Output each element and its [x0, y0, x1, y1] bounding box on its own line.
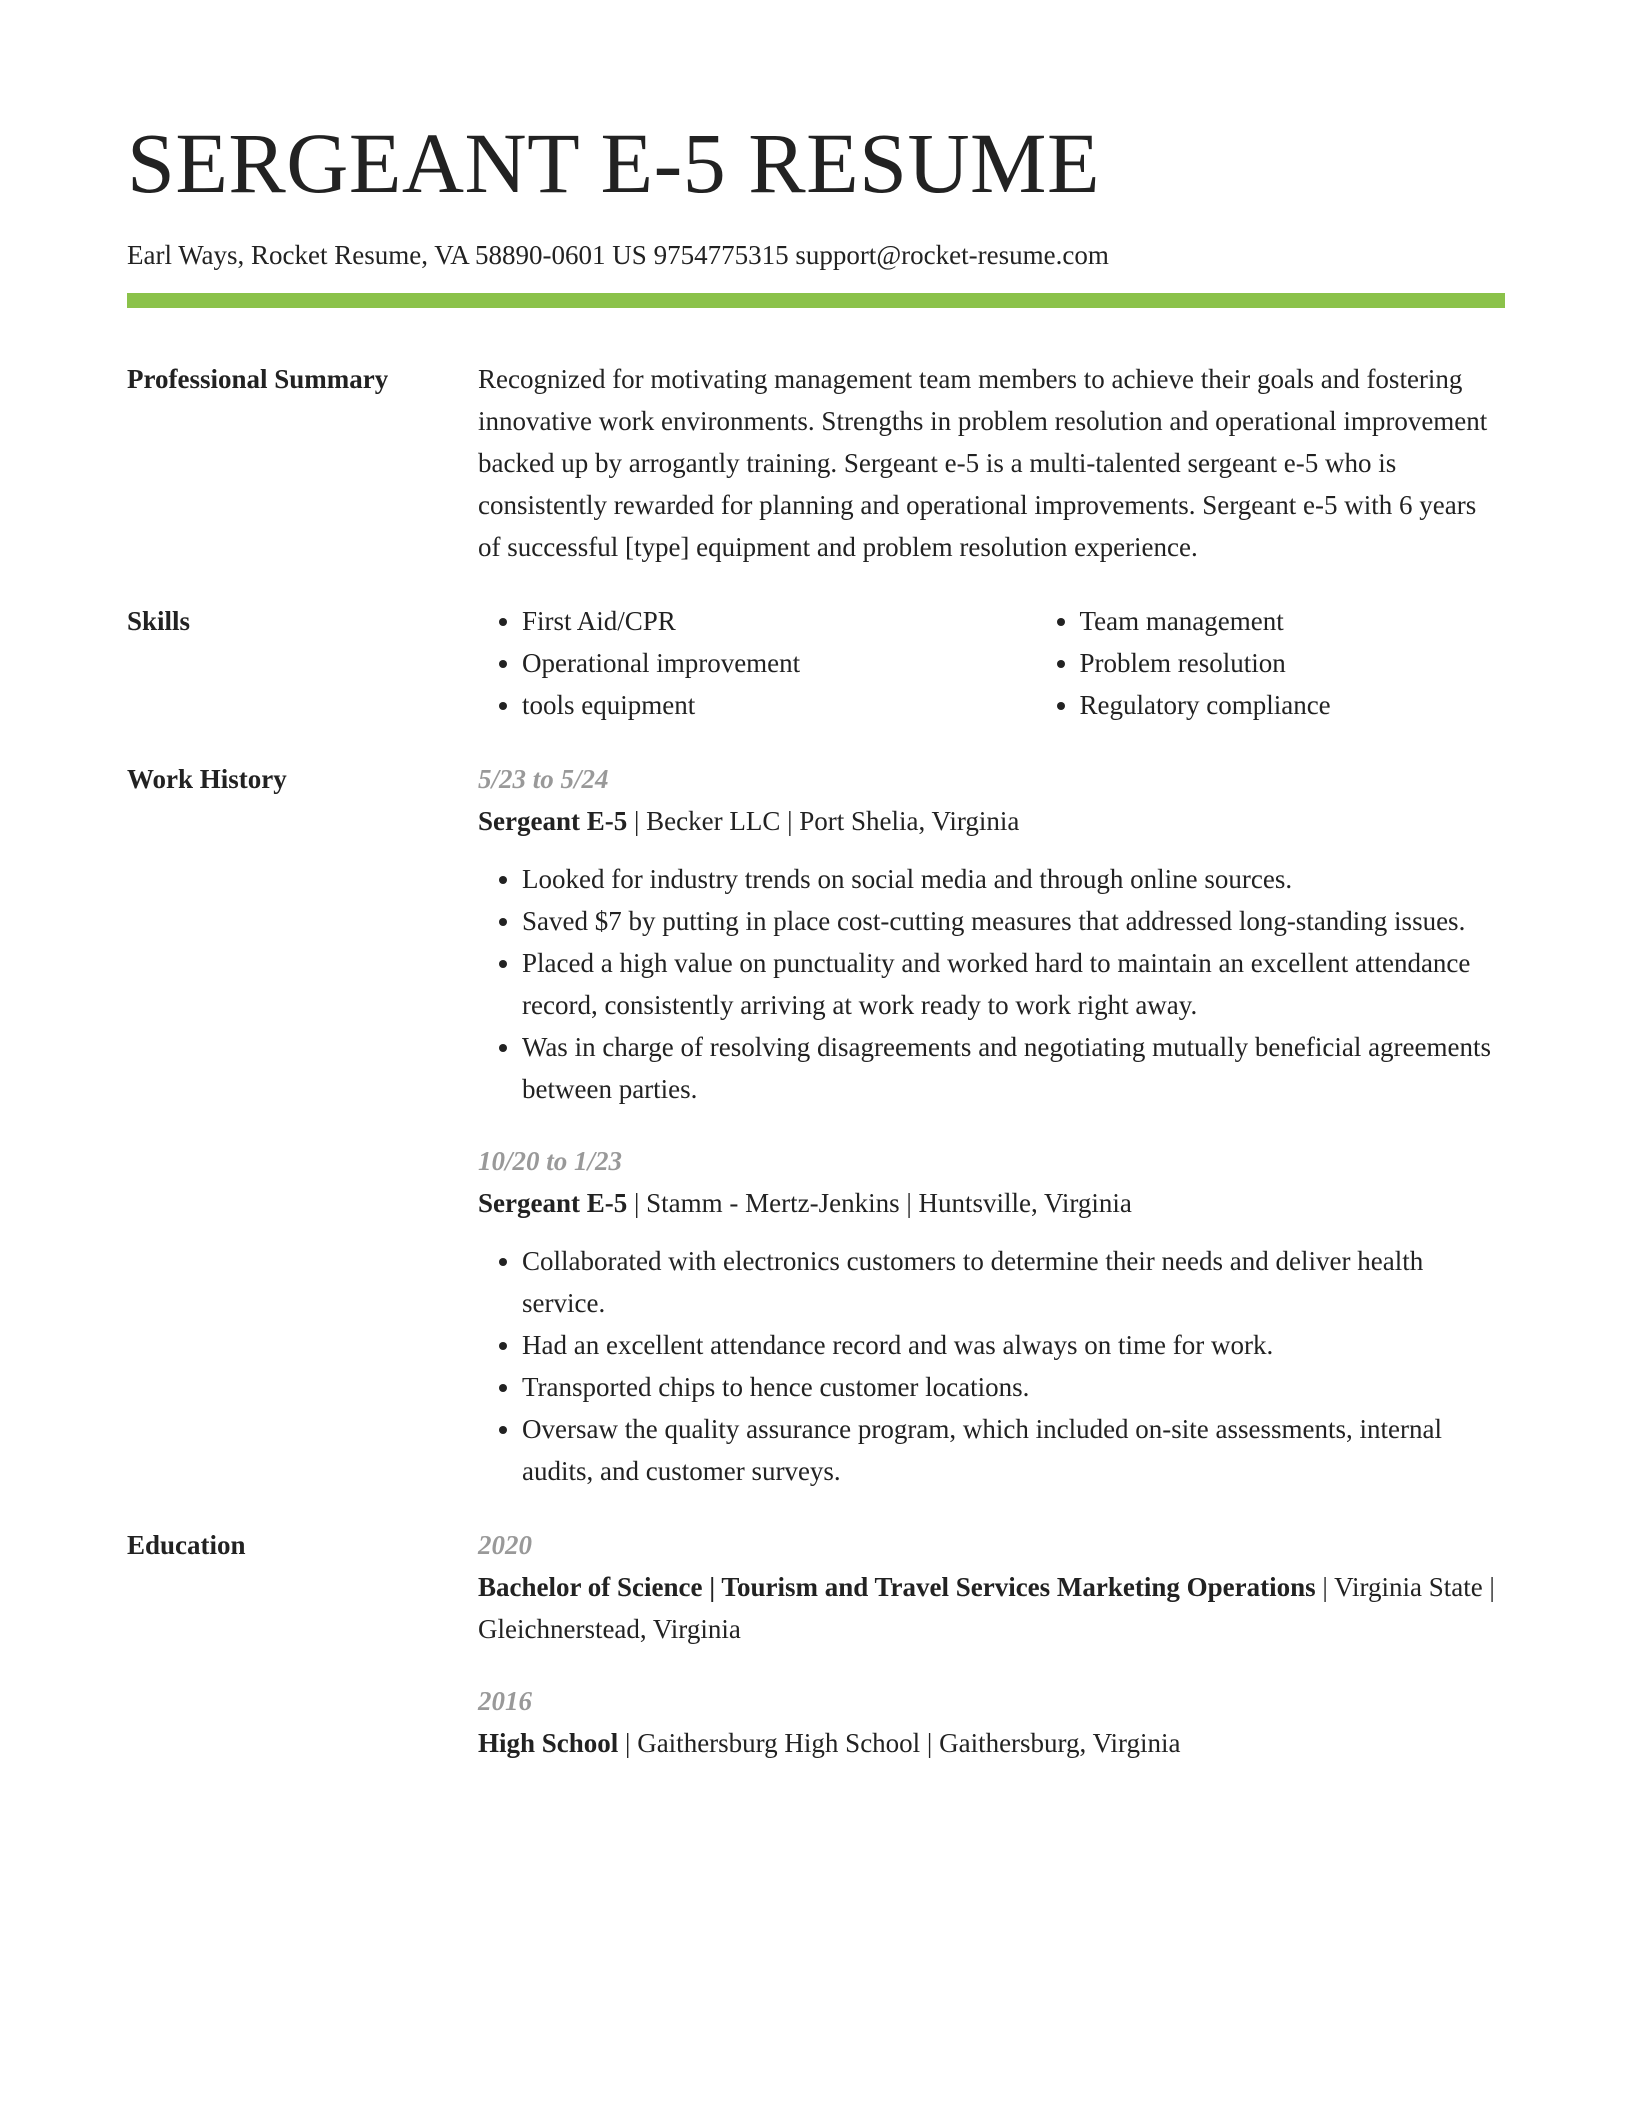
education-entry — [478, 1524, 1505, 1650]
skill-item: • Operational improvement — [522, 642, 1036, 684]
education-body — [478, 1524, 1505, 1764]
work-entry-heading — [478, 800, 1505, 842]
education-degree: High School — [478, 1728, 619, 1759]
work-bullet: • Placed a high value on punctuality and worked hard to maintain an excellent attendance record, consistently arriving at work ready to work right away. — [522, 942, 1505, 1026]
contact-email[interactable]: support@rocket-resume.com — [795, 240, 1109, 271]
work-entry-title: Sergeant E-5 — [478, 1188, 628, 1219]
education-degree: Bachelor of Science | Tourism and Travel Services Marketing Operations — [478, 1572, 1316, 1603]
skills-section — [127, 600, 1505, 726]
skills-grid — [478, 600, 1505, 726]
contact-address: Earl Ways, Rocket Resume, VA 58890-0601 US — [127, 240, 647, 271]
skill-item: • Regulatory compliance — [1080, 684, 1594, 726]
work-history-section — [127, 758, 1505, 1492]
skill-item: • Problem resolution — [1080, 642, 1594, 684]
work-entry-bullets — [478, 1240, 1505, 1492]
education-heading — [478, 1722, 1505, 1764]
skill-item: • tools equipment — [522, 684, 1036, 726]
work-bullet: • Oversaw the quality assurance program, which included on-site assessments, internal audits, and customer surveys. — [522, 1408, 1505, 1492]
section-label-skills: Skills — [127, 606, 191, 637]
work-entry-dates: 10/20 to 1/23 — [478, 1146, 623, 1177]
section-label-education: Education — [127, 1530, 246, 1561]
education-year: 2016 — [478, 1686, 532, 1717]
skill-item: • Team management — [1080, 600, 1594, 642]
work-entry-employer: | Stamm - Mertz-Jenkins | Huntsville, Virginia — [627, 1188, 1132, 1219]
work-bullet: • Had an excellent attendance record and was always on time for work. — [522, 1324, 1505, 1366]
work-bullet: • Was in charge of resolving disagreements and negotiating mutually beneficial agreements between parties. — [522, 1026, 1505, 1110]
work-history-body — [478, 758, 1505, 1492]
skill-item: • First Aid/CPR — [522, 600, 1036, 642]
work-bullet: • Transported chips to hence customer locations. — [522, 1366, 1505, 1408]
work-entry-heading — [478, 1182, 1505, 1224]
skills-list-right — [1036, 600, 1594, 726]
work-bullet: • Saved $7 by putting in place cost-cutting measures that addressed long-standing issues. — [522, 900, 1505, 942]
summary-section — [127, 358, 1505, 568]
section-label-work-history: Work History — [127, 764, 287, 795]
work-entry-title: Sergeant E-5 — [478, 806, 628, 837]
education-school: | Gaithersburg High School | Gaithersburg, Virginia — [618, 1728, 1181, 1759]
education-school: | Virginia State | Gleichnerstead, Virginia — [478, 1572, 1495, 1645]
work-entry-bullets — [478, 858, 1505, 1110]
header-divider — [127, 293, 1505, 308]
skills-body — [478, 600, 1505, 726]
education-year: 2020 — [478, 1530, 532, 1561]
contact-phone: 9754775315 — [653, 240, 789, 271]
work-entry-employer: | Becker LLC | Port Shelia, Virginia — [627, 806, 1020, 837]
summary-text: Recognized for motivating management team members to achieve their goals and fostering innovative work environments. Strengths in problem resolution and operational improvement backed up by arrogantly training. Sergeant e-5 is a multi-talented sergeant e-5 who is consistently rewarded for planning and operational improvements. Sergeant e-5 with 6 years of successful [type] equipment and problem resolution experience. — [478, 364, 1488, 563]
contact-line — [127, 238, 1505, 273]
education-heading — [478, 1566, 1505, 1650]
section-label-summary: Professional Summary — [127, 364, 389, 395]
work-entry — [478, 758, 1505, 1110]
skills-list-left — [478, 600, 1036, 726]
work-bullet: • Looked for industry trends on social media and through online sources. — [522, 858, 1505, 900]
education-entry — [478, 1680, 1505, 1764]
education-section — [127, 1524, 1505, 1764]
resume-title: SERGEANT E-5 RESUME — [127, 115, 1101, 211]
work-entry-dates: 5/23 to 5/24 — [478, 764, 609, 795]
work-bullet: • Collaborated with electronics customers to determine their needs and deliver health service. — [522, 1240, 1505, 1324]
work-entry — [478, 1140, 1505, 1492]
